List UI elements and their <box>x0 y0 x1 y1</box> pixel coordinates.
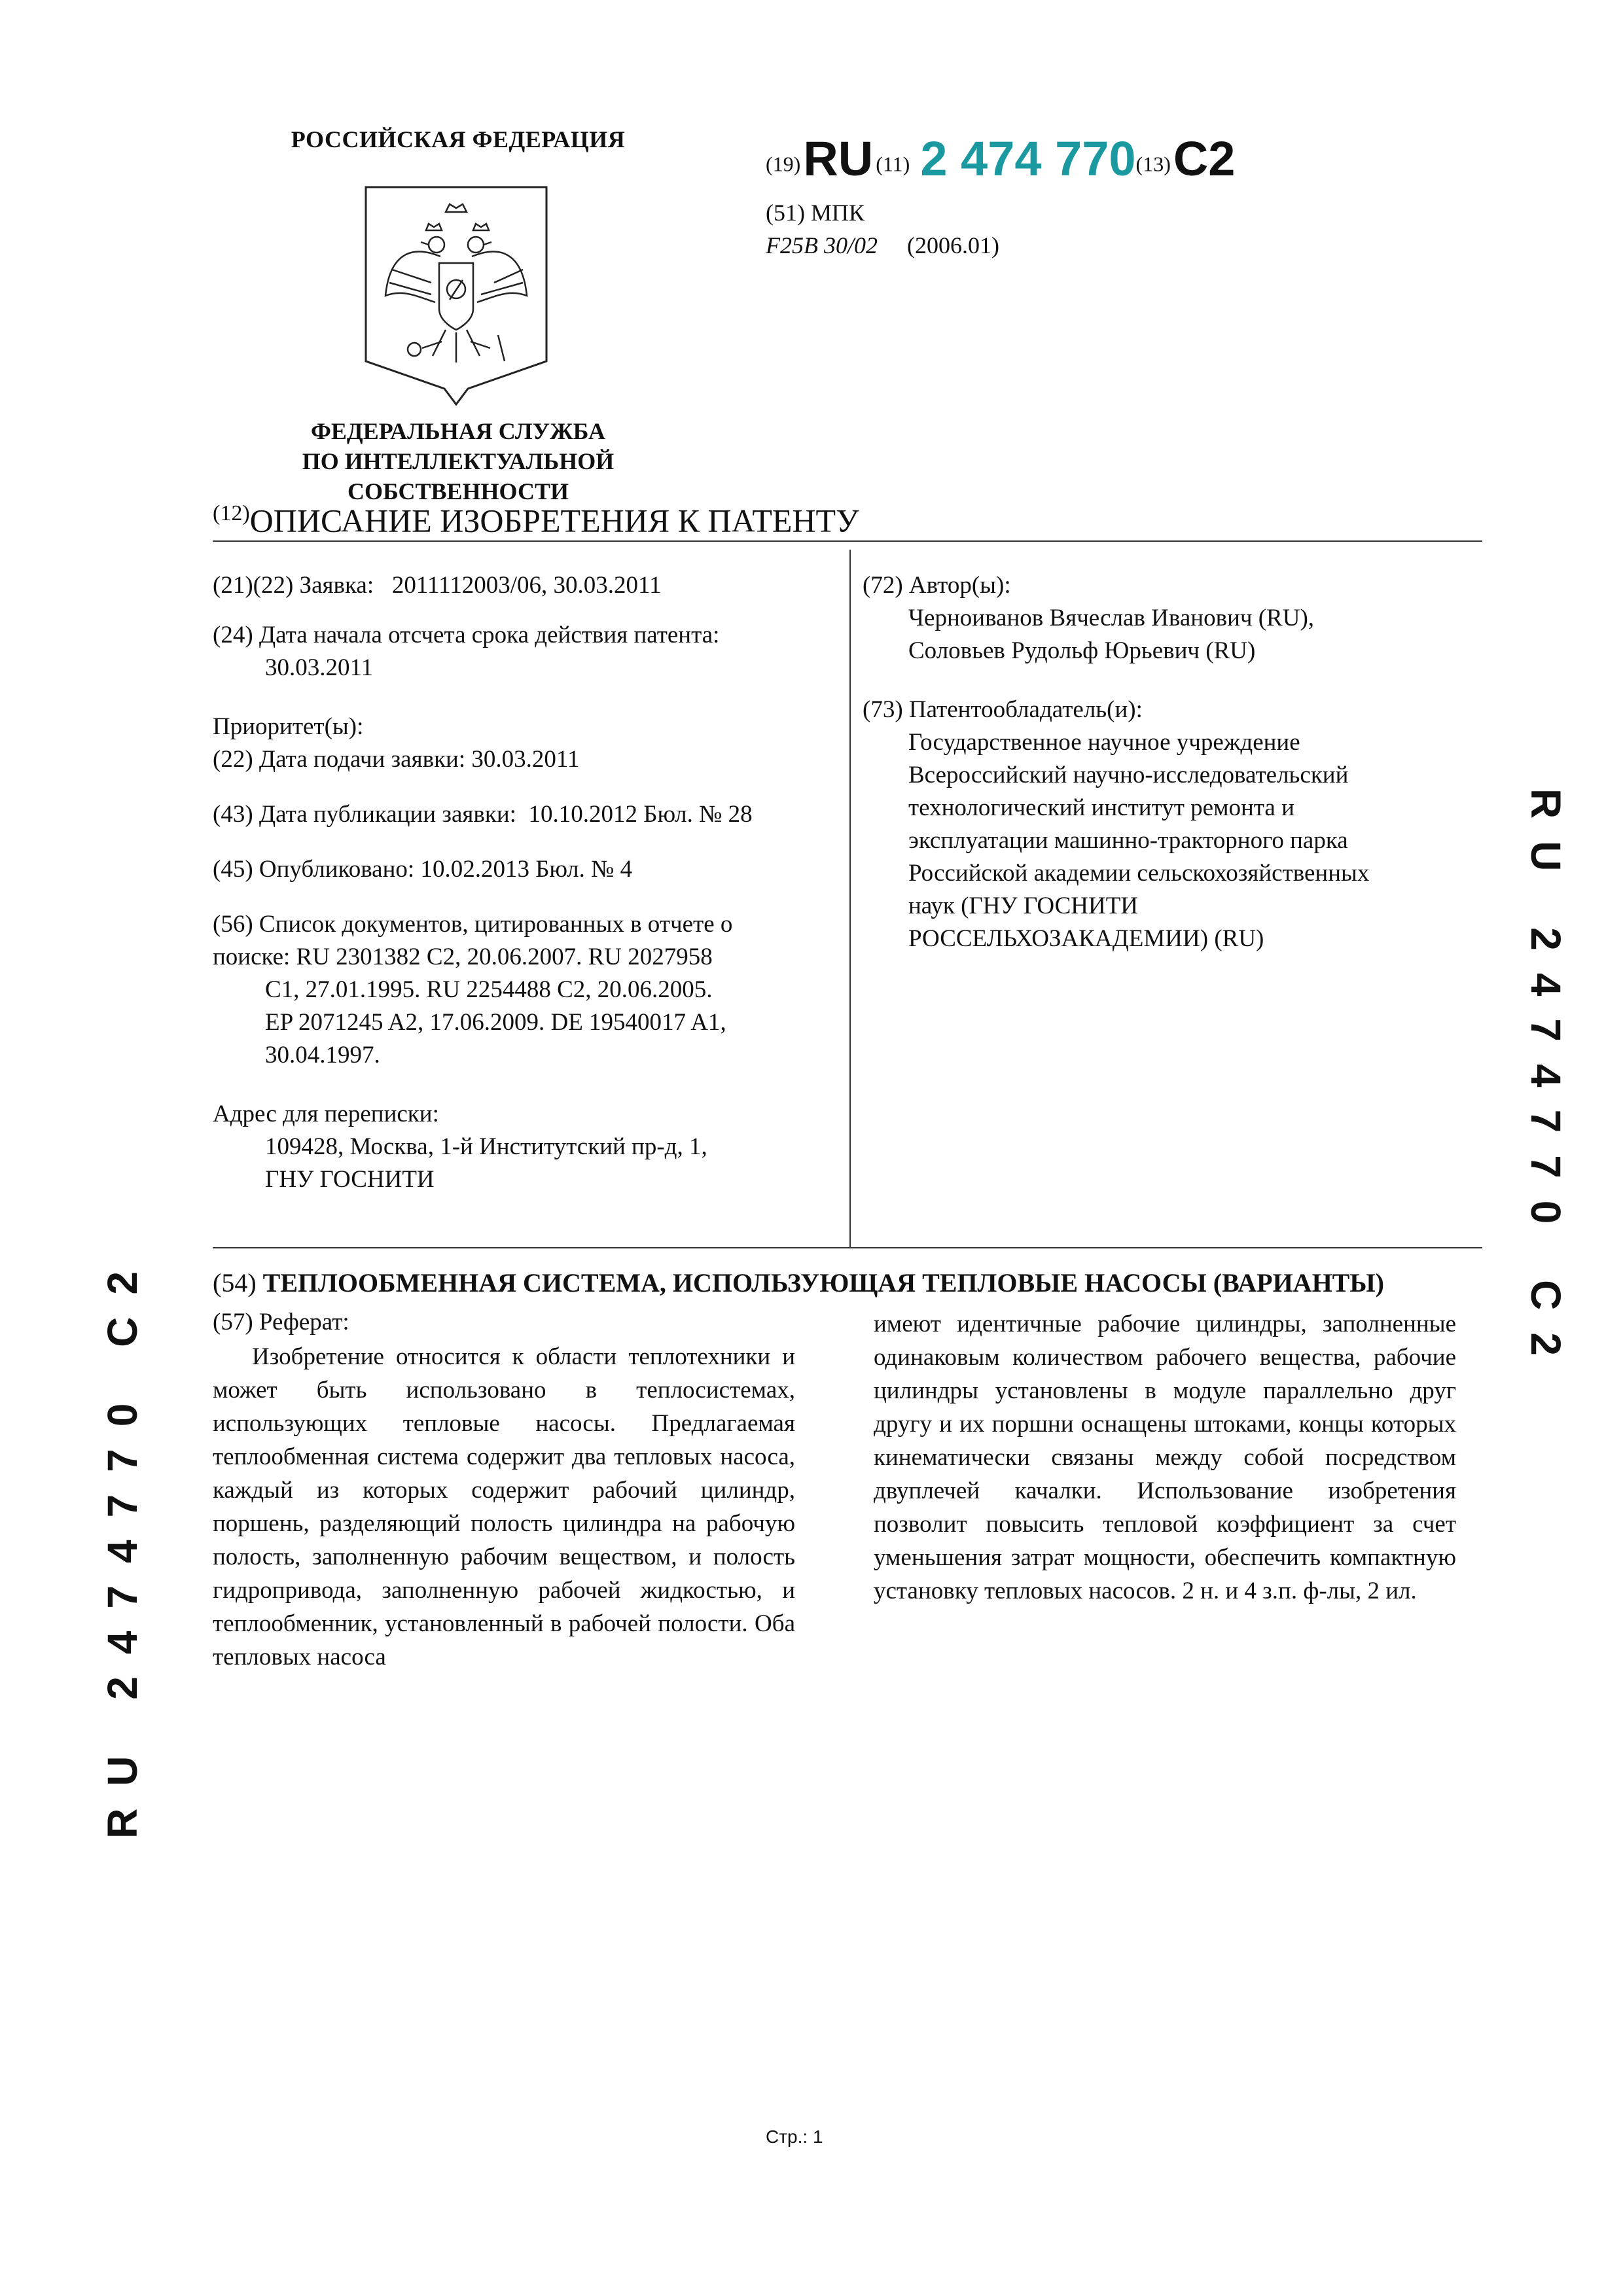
ipc-version: (2006.01) <box>906 232 999 258</box>
priority-label: Приоритет(ы): <box>213 713 364 740</box>
field-24: (24) Дата начала отсчета срока действия патента: 30.03.2011 <box>213 622 720 681</box>
inid-code-12: (12) <box>213 501 250 525</box>
holder-line: наук (ГНУ ГОСНИТИ <box>908 892 1139 919</box>
field-56: (56) Список документов, цитированных в отчете о поиске: RU 2301382 C2, 20.06.2007. RU 2027958 C1, 27.01.1995. RU 2254488 C2, 20.06.2005. EP 2071245 A2, 17.06.2009. DE 19540017 A1, 30.04.1997. <box>213 911 733 1069</box>
field-73: (73) Патентообладатель(и): Государственное научное учреждение Всероссийский научно-исследовательский технологический институт ремонта и эксплуатации машинно-тракторного парка Российской академии сельскохозяйственных наук (ГНУ ГОСНИТИ РОССЕЛЬХОЗАКАДЕМИИ) (RU) <box>863 694 1491 955</box>
inid-code-19: (19) <box>766 152 801 176</box>
author-1: Черноиванов Вячеслав Иванович (RU), <box>908 605 1315 631</box>
abstract-label: (57) Реферат: <box>213 1309 349 1335</box>
inid-code-54: (54) <box>213 1268 257 1298</box>
coat-of-arms-emblem <box>363 185 549 407</box>
publication-number <box>766 131 1235 186</box>
agency-line-2: ПО ИНТЕЛЛЕКТУАЛЬНОЙ СОБСТВЕННОСТИ <box>302 448 615 504</box>
agency-name <box>196 416 720 506</box>
invention-title <box>213 1267 1384 1299</box>
holder-line: Российской академии сельскохозяйственных <box>908 860 1370 887</box>
bibliographic-left <box>213 569 841 1196</box>
inid-code-13: (13) <box>1135 152 1171 176</box>
address: Адрес для переписки: 109428, Москва, 1-й Институтский пр-д, 1, ГНУ ГОСНИТИ <box>213 1101 707 1193</box>
author-2: Соловьев Рудольф Юрьевич (RU) <box>908 637 1256 664</box>
kind-code: C2 <box>1173 132 1236 186</box>
field-45: (45) Опубликовано: 10.02.2013 Бюл. № 4 <box>213 856 633 883</box>
bibliographic-right <box>863 569 1491 955</box>
document-title-text: ОПИСАНИЕ ИЗОБРЕТЕНИЯ К ПАТЕНТУ <box>249 502 859 539</box>
patent-number: 2 474 770 <box>920 132 1136 186</box>
side-code-right: RU 2474770 C2 <box>1522 788 1569 1378</box>
invention-title-text: ТЕПЛООБМЕННАЯ СИСТЕМА, ИСПОЛЬЗУЮЩАЯ ТЕПЛОВЫЕ НАСОСЫ (ВАРИАНТЫ) <box>262 1268 1384 1298</box>
field-72: (72) Автор(ы): Черноиванов Вячеслав Иванович (RU), Соловьев Рудольф Юрьевич (RU) <box>863 569 1491 667</box>
document-title <box>213 501 859 540</box>
field-43: (43) Дата публикации заявки: 10.10.2012 Бюл. № 28 <box>213 801 753 828</box>
inid-code-11: (11) <box>876 152 910 176</box>
holder-line: Всероссийский научно-исследовательский <box>908 762 1349 788</box>
inid-code-51: (51) <box>766 200 805 226</box>
abstract-column-2: имеют идентичные рабочие цилиндры, заполненные одинаковым количеством рабочего вещества, рабочие цилиндры установлены в модуле параллельно друг другу и их поршни оснащены штоками, концы которых кинематически связаны между собой посредством двуплечей качалки. Использование изобретения позволит повысить тепловой коэффициент за счет уменьшения затрат мощности, обеспечить компактную установку тепловых насосов. 2 н. и 4 з.п. ф-лы, 2 ил. <box>874 1311 1456 1604</box>
agency-line-1: ФЕДЕРАЛЬНАЯ СЛУЖБА <box>311 418 605 444</box>
ipc-classification <box>766 196 999 262</box>
holder-line: Государственное научное учреждение <box>908 729 1300 756</box>
divider-columns <box>849 550 851 1247</box>
holder-line: технологический институт ремонта и <box>908 794 1294 821</box>
abstract-column-1: Изобретение относится к области теплотехники и может быть использовано в теплосистемах, использующих тепловые насосы. Предлагаемая теплообменная система содержит два тепловых насоса, каждый из которых содержит рабочий цилиндр, поршень, разделяющий полость цилиндра на рабочую полость, заполненную рабочим веществом, и полость гидропривода, заполненную рабочей жидкостью, и теплообменник, установленный в рабочей полости. Оба тепловых насоса <box>213 1343 795 1670</box>
divider-bottom <box>213 1247 1482 1248</box>
country-name: РОССИЙСКАЯ ФЕДЕРАЦИЯ <box>291 126 626 152</box>
divider-top <box>213 540 1482 542</box>
ipc-class: F25B 30/02 <box>766 232 878 258</box>
page-number: Стр.: 1 <box>766 2127 823 2147</box>
country-code: RU <box>803 132 874 186</box>
holder-line: РОССЕЛЬХОЗАКАДЕМИИ) (RU) <box>908 925 1264 952</box>
holder-line: эксплуатации машинно-тракторного парка <box>908 827 1348 854</box>
field-22: (22) Дата подачи заявки: 30.03.2011 <box>213 746 580 773</box>
field-21-22: (21)(22) Заявка: 2011112003/06, 30.03.2011 <box>213 572 662 599</box>
side-code-left: RU 2474770 C2 <box>99 1249 146 1839</box>
mpk-label: МПК <box>810 200 865 226</box>
